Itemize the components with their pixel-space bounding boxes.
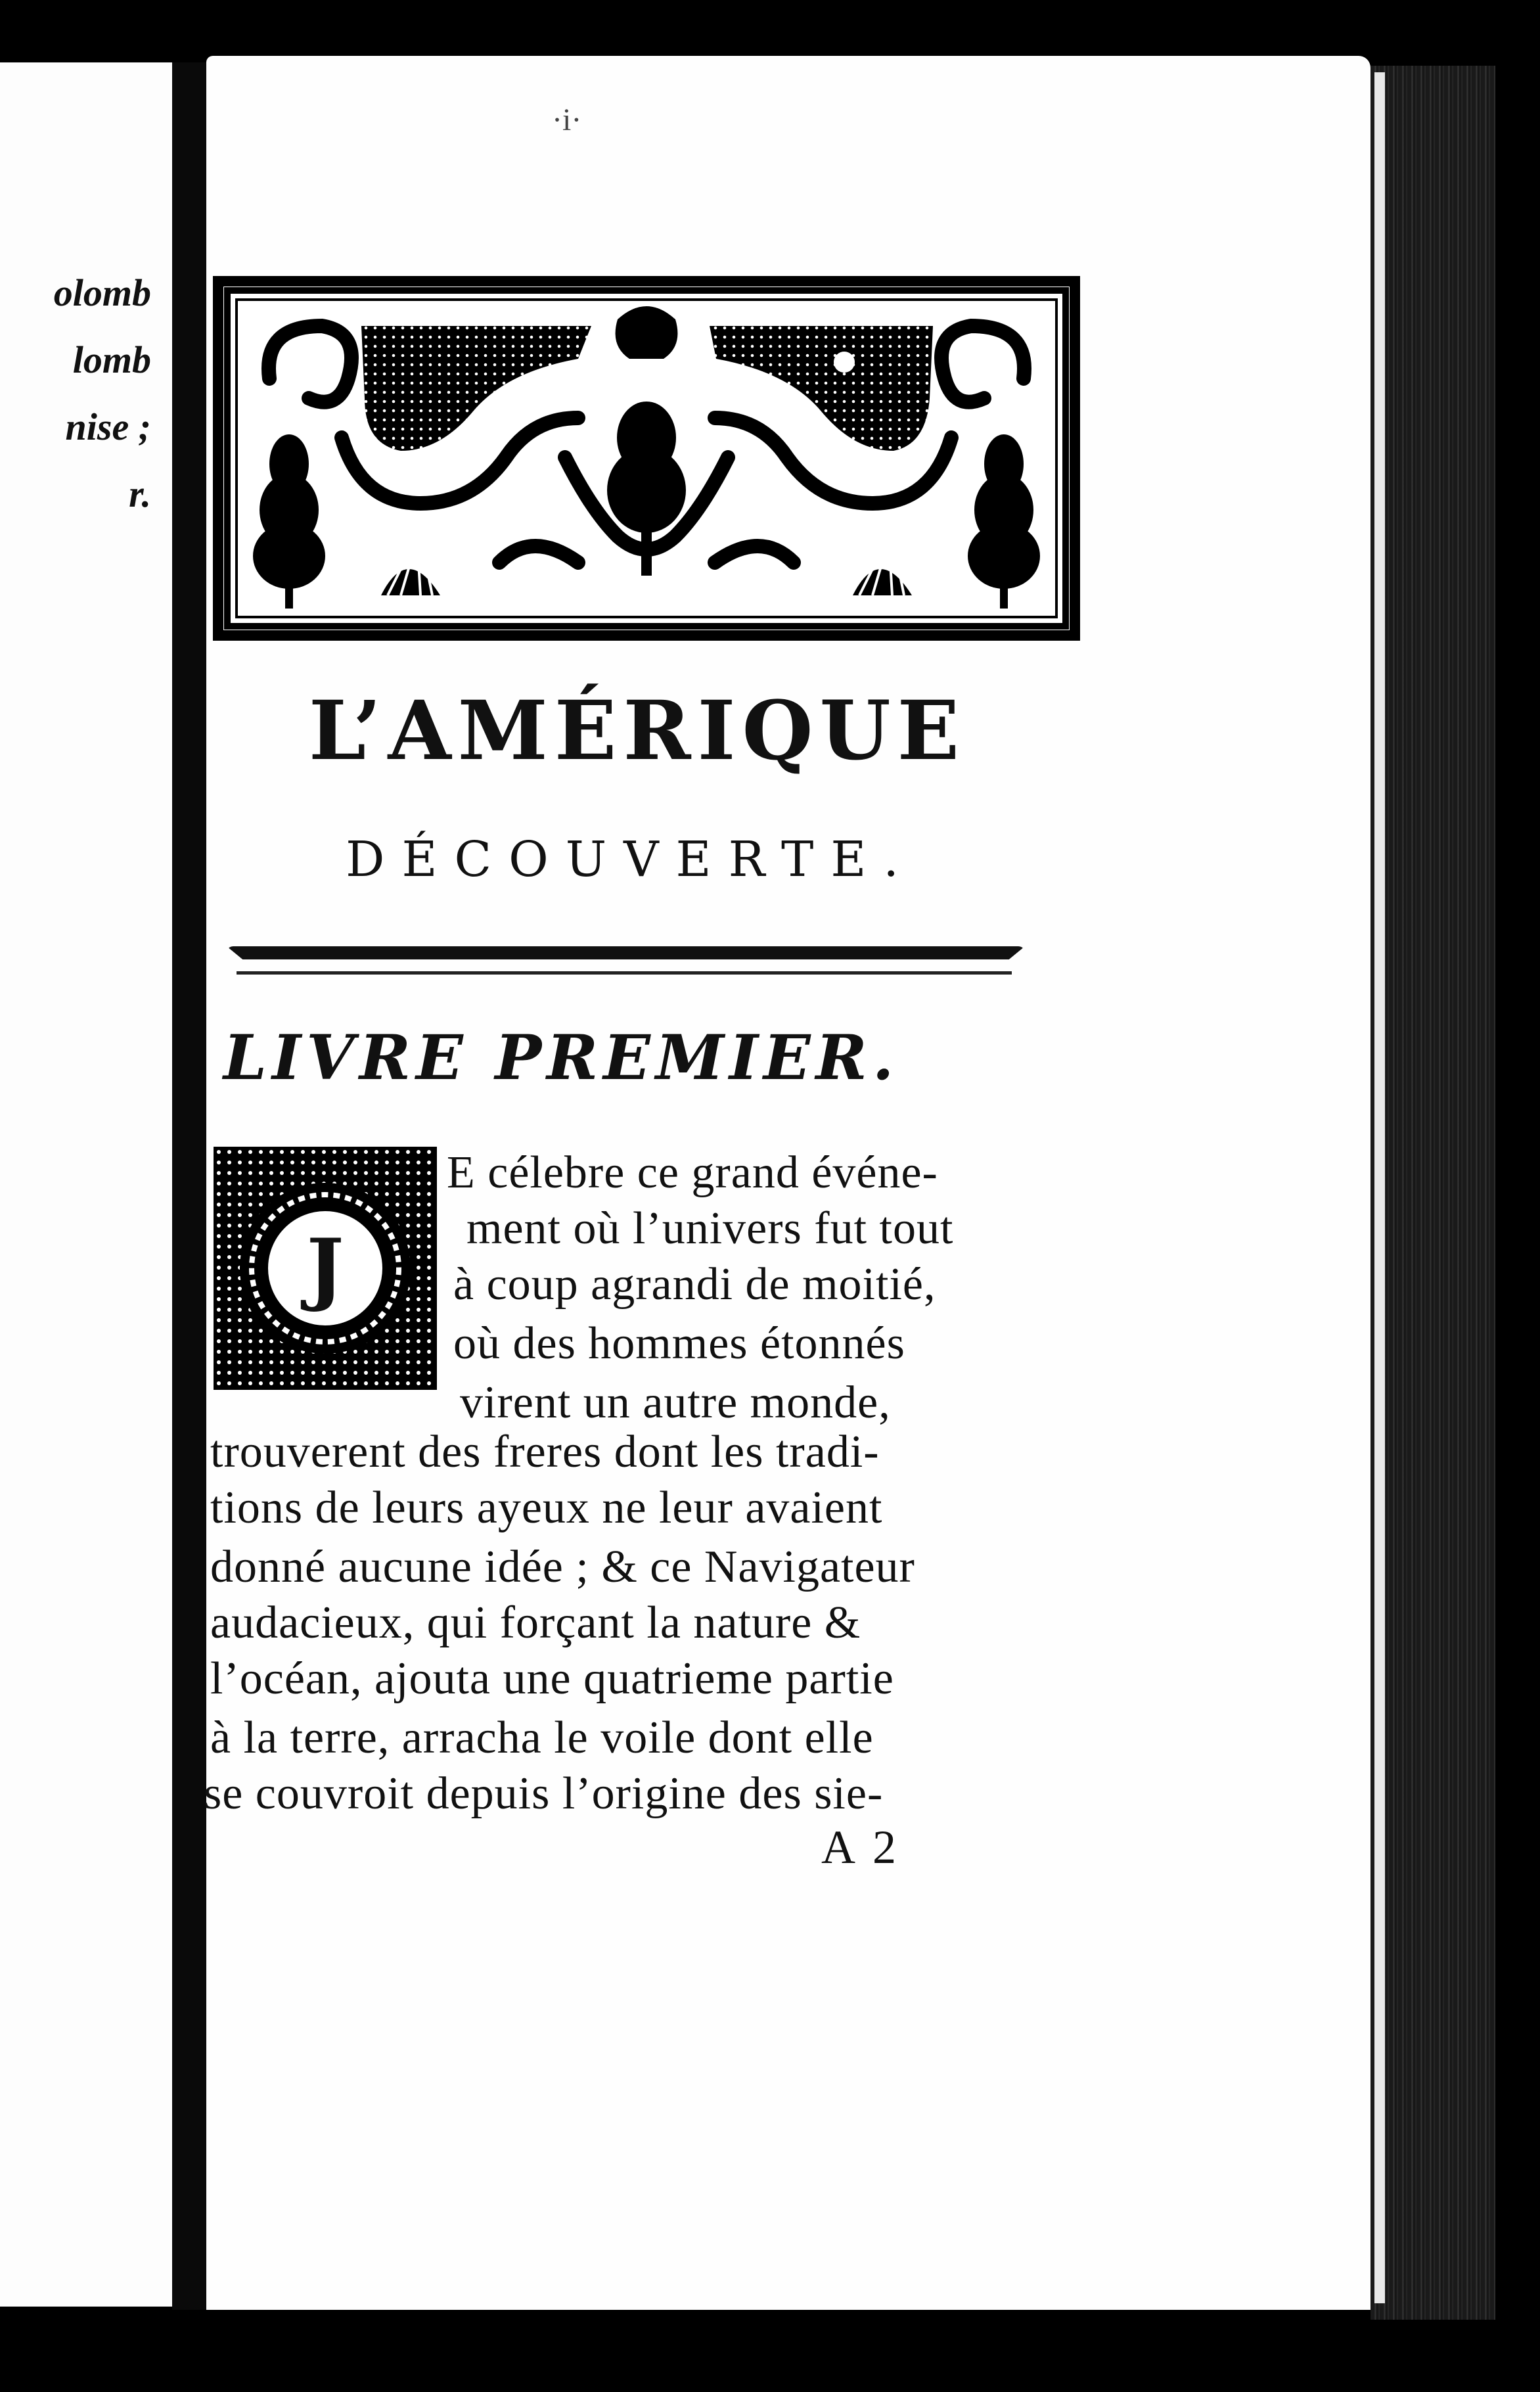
- body-line-9: audacieux, qui forçant la nature &: [210, 1598, 861, 1648]
- left-fragment-3: nise ;: [65, 405, 151, 448]
- body-line-2: ment où l’univers fut tout: [466, 1203, 954, 1254]
- signature-mark: A 2: [821, 1821, 901, 1874]
- body-line-8: donné aucune idée ; & ce Navigateur: [210, 1542, 915, 1592]
- book-gutter: [172, 62, 206, 2310]
- heading-rule-thin: [237, 971, 1012, 975]
- page-edge-highlight: [1374, 72, 1385, 2303]
- book-heading: LIVRE PREMIER.: [223, 1022, 899, 1094]
- heading-rule: [227, 946, 1025, 959]
- top-mark: ·i·: [552, 103, 582, 137]
- headpiece-ornament: [213, 276, 1080, 641]
- body-line-11: à la terre, arracha le voile dont elle: [210, 1713, 874, 1763]
- body-line-12: se couvroit depuis l’origine des sie-: [204, 1768, 884, 1819]
- left-fragment-4: r.: [129, 472, 151, 515]
- headpiece-ornament-graphic: [223, 287, 1070, 630]
- body-line-7: tions de leurs ayeux ne leur avaient: [210, 1483, 883, 1533]
- left-fragment-1: olomb: [53, 271, 151, 314]
- left-facing-page: [0, 62, 175, 2307]
- book-title: L’AMÉRIQUE: [308, 683, 966, 779]
- page-edge-stack: [1370, 66, 1495, 2320]
- body-line-10: l’océan, ajouta une quatrieme partie: [210, 1653, 894, 1704]
- body-line-3: à coup agrandi de moitié,: [453, 1259, 936, 1310]
- dropcap-ornament: [214, 1147, 437, 1390]
- left-fragment-2: lomb: [72, 338, 151, 381]
- book-subtitle: DÉCOUVERTE.: [346, 831, 916, 888]
- dropcap-letter: J: [306, 1222, 344, 1314]
- body-line-1: E célebre ce grand événe-: [447, 1147, 938, 1198]
- body-line-4: où des hommes étonnés: [453, 1318, 905, 1369]
- body-line-6: trouverent des freres dont les tradi-: [210, 1427, 880, 1477]
- body-line-5: virent un autre monde,: [460, 1377, 891, 1428]
- left-page-text: [0, 260, 164, 528]
